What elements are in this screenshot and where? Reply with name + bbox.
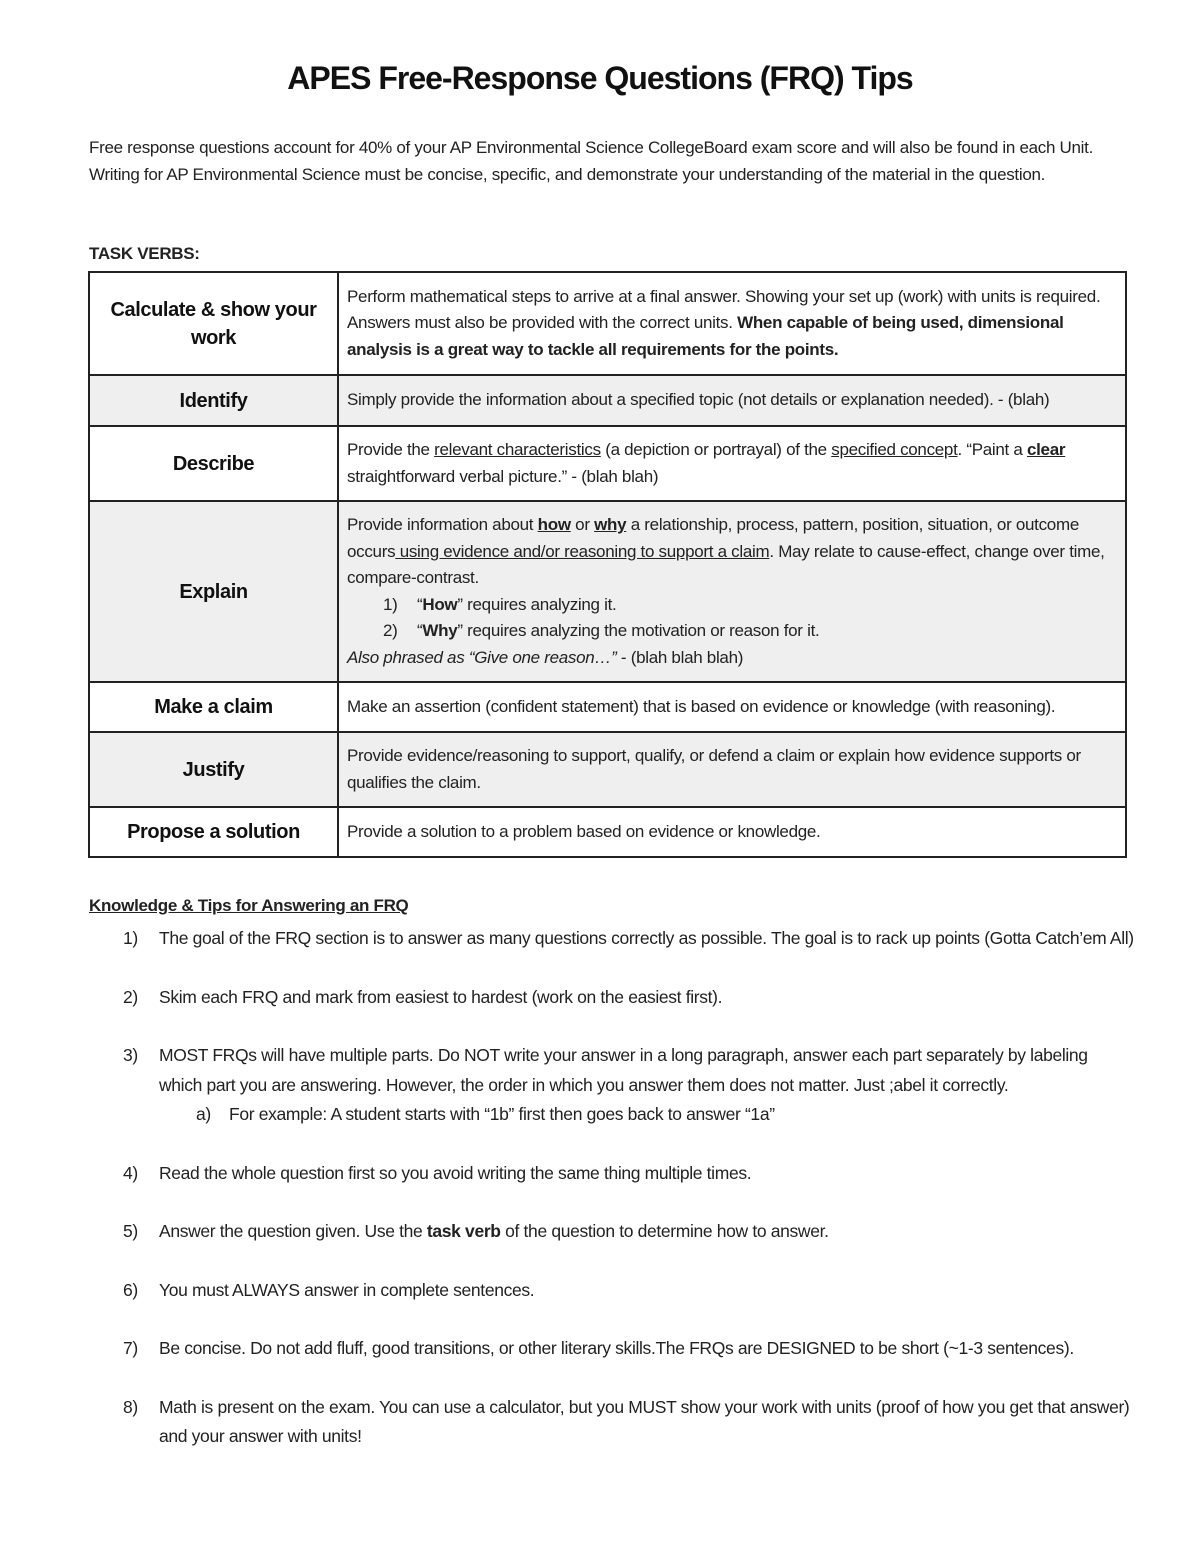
underlined-text: using evidence and/or reasoning to support a claim: [395, 541, 770, 561]
tip-text: Answer the question given. Use the: [159, 1221, 427, 1241]
tip-text: The goal of the FRQ section is to answer as many questions correctly as possible. The goal is to rack up points (Gotta Catch’em All): [159, 928, 1134, 948]
verb-explain: Explain: [89, 501, 338, 682]
quote-mark: “: [417, 621, 423, 640]
table-row: [89, 807, 1126, 857]
list-item: [383, 618, 1115, 645]
list-number: 1): [123, 928, 138, 948]
table-row: [89, 375, 1126, 426]
tip-text: Skim each FRQ and mark from easiest to hardest (work on the easiest first).: [159, 986, 723, 1007]
definition-text: (a depiction or portrayal) of the: [600, 440, 832, 459]
tip-text: For example: A student starts with “1b” first then goes back to answer “1a”: [229, 1104, 775, 1124]
list-item: [89, 1217, 1134, 1247]
definition-make-a-claim: Make an assertion (confident statement) that is based on evidence or knowledge (with reasoning).: [338, 682, 1126, 732]
bold-underlined-text: how: [537, 515, 571, 534]
definition-text: straightforward verbal picture.” - (blah blah): [347, 466, 659, 486]
italic-text: Also phrased as “Give one reason…”: [347, 647, 617, 667]
verb-justify: Justify: [89, 732, 338, 807]
definition-paragraph: [347, 512, 1115, 592]
bold-text: How: [422, 594, 458, 614]
definition-text: Perform mathematical steps to arrive at a final answer. Showing your set up (work) with units is required. Answers must also be provided with the correct units.: [347, 286, 1101, 333]
tip-text: of the question to determine how to answer.: [500, 1221, 829, 1241]
list-number: 6): [123, 1279, 138, 1300]
sub-list: [159, 1100, 1134, 1130]
list-number: 8): [123, 1396, 138, 1417]
tip-text: Be concise. Do not add fluff, good transitions, or other literary skills.The FRQs are DESIGNED to be short (~1-3 sentences).: [159, 1338, 1074, 1358]
underlined-text: specified concept: [831, 440, 958, 459]
definition-identify: Simply provide the information about a specified topic (not details or explanation needed). - (blah): [338, 375, 1126, 426]
list-text: ” requires analyzing the motivation or reason for it.: [457, 621, 820, 640]
list-number: 3): [123, 1045, 138, 1065]
list-item: [159, 1100, 1134, 1130]
definition-text: Provide the: [347, 440, 435, 459]
definition-text: or: [570, 515, 595, 534]
definition-explain: [338, 501, 1126, 682]
tip-text: Read the whole question first so you avoid writing the same thing multiple times.: [159, 1162, 752, 1183]
underlined-text: relevant characteristics: [434, 440, 601, 459]
bold-underlined-text: clear: [1026, 440, 1066, 459]
definition-text: - (blah blah blah): [616, 647, 744, 667]
page-title: APES Free-Response Questions (FRQ) Tips: [287, 60, 913, 96]
list-number: 2): [383, 621, 398, 640]
list-item: [89, 1334, 1134, 1364]
list-text: ” requires analyzing it.: [457, 594, 617, 614]
list-item: [89, 1159, 1134, 1189]
definition-text: Provide information about: [347, 515, 538, 534]
list-letter: a): [196, 1104, 211, 1124]
bold-underlined-text: why: [594, 515, 627, 534]
verb-propose-a-solution: Propose a solution: [89, 807, 338, 857]
definition-text: . “Paint a: [957, 440, 1027, 459]
intro-paragraph: Free response questions account for 40% of your AP Environmental Science CollegeBoard exam score and will also be found in each Unit. Writing for AP Environmental Science must be concise, specific, and demonstrate your understanding of the material in the question.: [89, 138, 1093, 184]
bold-text: Why: [422, 621, 458, 640]
definition-bold-text: When capable of being used, dimensional analysis is a great way to tackle all requirements for the points.: [347, 313, 1064, 359]
task-verbs-heading: TASK VERBS:: [89, 244, 200, 263]
list-number: 1): [383, 594, 398, 614]
list-number: 4): [123, 1162, 138, 1183]
table-row: [89, 732, 1126, 807]
list-number: 2): [123, 986, 138, 1007]
definition-paragraph: [347, 645, 1115, 672]
list-item: [89, 983, 1134, 1013]
verb-describe: Describe: [89, 426, 338, 501]
definition-text: . May relate to cause-effect, change over time, compare-contrast.: [347, 541, 1105, 587]
verb-identify: Identify: [89, 375, 338, 426]
list-number: 5): [123, 1221, 138, 1241]
tips-list: [89, 924, 1134, 1481]
list-item: [89, 1041, 1134, 1130]
list-item: [89, 1393, 1134, 1452]
table-row: [89, 272, 1126, 375]
explain-list: [347, 592, 1115, 645]
tip-text: You must ALWAYS answer in complete sentences.: [159, 1279, 535, 1300]
verb-make-a-claim: Make a claim: [89, 682, 338, 732]
table-row: [89, 501, 1126, 682]
bold-text: task verb: [426, 1221, 501, 1241]
definition-justify: Provide evidence/reasoning to support, qualify, or defend a claim or explain how evidence supports or qualifies the claim.: [338, 732, 1126, 807]
definition-describe: [338, 426, 1126, 501]
tip-text: Math is present on the exam. You can use a calculator, but you MUST show your work with units (proof of how you get that answer) and your answer with units!: [159, 1396, 1130, 1446]
quote-mark: “: [417, 594, 423, 614]
list-number: 7): [123, 1338, 138, 1358]
definition-calculate: [338, 272, 1126, 375]
list-item: [89, 924, 1134, 954]
table-row: [89, 426, 1126, 501]
list-item: [89, 1276, 1134, 1306]
task-verbs-table: [88, 271, 1127, 858]
definition-text: a relationship, process, pattern, position, situation, or outcome occurs: [347, 515, 1079, 561]
tip-text: MOST FRQs will have multiple parts. Do NOT write your answer in a long paragraph, answer each part separately by labeling which part you are answering. However, the order in which you answer them does not matter. Just ;abel it correctly.: [159, 1045, 1088, 1095]
verb-calculate: Calculate & show your work: [89, 272, 338, 375]
list-item: [383, 592, 1115, 619]
table-row: [89, 682, 1126, 732]
definition-propose-a-solution: Provide a solution to a problem based on evidence or knowledge.: [338, 807, 1126, 857]
tips-heading: Knowledge & Tips for Answering an FRQ: [89, 896, 409, 915]
